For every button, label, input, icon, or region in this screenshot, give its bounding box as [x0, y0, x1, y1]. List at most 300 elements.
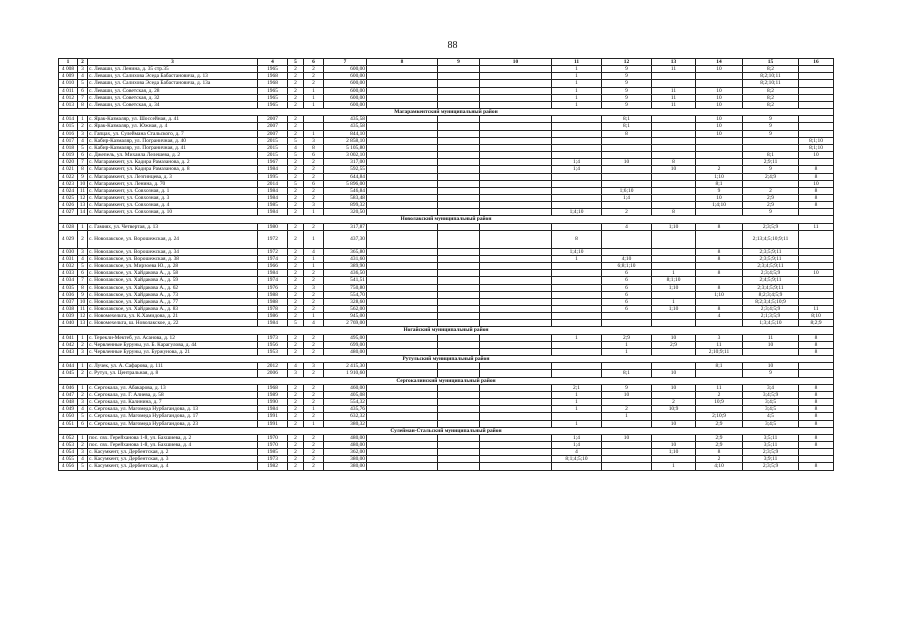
table-cell: 1: [602, 413, 652, 420]
table-cell: 2;1;3;5;9: [743, 313, 799, 320]
table-cell: 2: [696, 456, 743, 463]
table-cell: 2;3;4;5;9: [743, 270, 799, 277]
table-cell: [480, 363, 552, 370]
address-cell: с. Гапцах, ул. Сулеймана Стальского, д. 7: [88, 130, 258, 137]
table-cell: 2: [304, 173, 324, 180]
table-cell: 3;9;11: [743, 456, 799, 463]
table-cell: 460,00: [324, 384, 367, 391]
header-cell: 8: [367, 59, 438, 66]
section-title: Новолакский муниципальный район: [59, 216, 834, 223]
table-cell: [552, 306, 602, 313]
table-cell: [743, 137, 799, 144]
table-cell: 9: [743, 130, 799, 137]
table-cell: 9: [602, 101, 652, 108]
table-cell: [652, 413, 696, 420]
table-cell: 4 031: [59, 255, 78, 262]
table-cell: [652, 173, 696, 180]
address-cell: с. Червленные Буруны, ул. Б. Карагулова, д. 44: [88, 341, 258, 348]
table-cell: 2;1: [552, 384, 602, 391]
table-cell: 2: [304, 277, 324, 284]
table-cell: 4 049: [59, 406, 78, 413]
table-cell: [480, 166, 552, 173]
table-cell: 10: [799, 180, 834, 187]
table-cell: 4 043: [59, 348, 78, 355]
table-cell: [304, 123, 324, 130]
table-cell: 2;3;5;9: [743, 463, 799, 470]
table-cell: 10: [696, 94, 743, 101]
table-row: [59, 270, 834, 277]
table-cell: [480, 277, 552, 284]
table-cell: 4 042: [59, 341, 78, 348]
table-cell: 1: [552, 73, 602, 80]
table-cell: [799, 159, 834, 166]
table-cell: [367, 441, 438, 448]
table-cell: [602, 320, 652, 327]
table-cell: 8;2;9: [799, 320, 834, 327]
table-cell: 10;9: [696, 399, 743, 406]
table-row: [59, 434, 834, 441]
table-cell: 11: [652, 101, 696, 108]
table-cell: 365,80: [324, 248, 367, 255]
table-cell: 389,90: [324, 263, 367, 270]
table-cell: [480, 180, 552, 187]
table-cell: [367, 202, 438, 209]
table-cell: 4 010: [59, 80, 78, 87]
table-cell: 6: [602, 277, 652, 284]
table-cell: 2015: [258, 137, 288, 144]
table-cell: [367, 406, 438, 413]
table-cell: 8: [602, 130, 652, 137]
table-cell: 2: [304, 348, 324, 355]
table-cell: 2 858,10: [324, 137, 367, 144]
table-cell: 8;2;3;4;5;10;9: [743, 298, 799, 305]
table-cell: [602, 202, 652, 209]
table-cell: 480,00: [324, 434, 367, 441]
table-cell: 562,00: [324, 306, 367, 313]
address-cell: с. Леваши, ул. Салихова Эседа Бабастановича, д. 13: [88, 73, 258, 80]
table-cell: [304, 116, 324, 123]
address-cell: с. Рутул, ул. Центральная, д. 8: [88, 370, 258, 377]
table-cell: 11: [652, 66, 696, 73]
table-cell: 1984: [258, 320, 288, 327]
table-cell: 6: [602, 298, 652, 305]
table-cell: [480, 248, 552, 255]
table-cell: [438, 313, 480, 320]
table-cell: [552, 223, 602, 230]
table-cell: [367, 230, 438, 248]
table-cell: 600,00: [324, 73, 367, 80]
table-cell: [552, 173, 602, 180]
header-cell: 13: [652, 59, 696, 66]
table-cell: 7: [78, 94, 88, 101]
table-cell: 317,87: [324, 223, 367, 230]
table-cell: 8;2: [743, 94, 799, 101]
table-cell: [480, 334, 552, 341]
table-cell: [480, 313, 552, 320]
table-cell: [696, 370, 743, 377]
table-cell: 2: [288, 73, 304, 80]
table-cell: [696, 230, 743, 248]
table-body: [59, 59, 834, 471]
table-cell: 8;1;4;5;10: [552, 456, 602, 463]
table-cell: 1988: [258, 298, 288, 305]
table-cell: [652, 123, 696, 130]
table-cell: [552, 194, 602, 201]
table-cell: 11: [652, 94, 696, 101]
table-cell: 2: [288, 463, 304, 470]
table-cell: 1974: [258, 255, 288, 262]
table-cell: [799, 363, 834, 370]
table-cell: 3: [78, 348, 88, 355]
table-cell: 2: [288, 173, 304, 180]
table-cell: [438, 348, 480, 355]
table-cell: 320,50: [324, 209, 367, 216]
table-cell: [799, 80, 834, 87]
table-cell: 3;5;11: [743, 441, 799, 448]
table-cell: 8: [799, 391, 834, 398]
table-cell: 699,00: [324, 341, 367, 348]
table-cell: [438, 370, 480, 377]
table-cell: 2015: [258, 144, 288, 151]
table-cell: 2: [696, 166, 743, 173]
header-cell: 16: [799, 59, 834, 66]
table-cell: 2: [288, 248, 304, 255]
table-cell: 2;3;4;5;9;11: [743, 263, 799, 270]
table-cell: [438, 66, 480, 73]
table-cell: 2: [743, 187, 799, 194]
table-cell: [480, 413, 552, 420]
table-cell: [438, 334, 480, 341]
table-cell: 2: [288, 456, 304, 463]
table-cell: 10: [696, 101, 743, 108]
table-cell: 4 015: [59, 123, 78, 130]
table-cell: 4 022: [59, 173, 78, 180]
section-row: [59, 216, 834, 223]
section-row: [59, 377, 834, 384]
table-cell: 4: [78, 255, 88, 262]
address-cell: с. Терекли-Мектеб, ул. Асанова, д. 12: [88, 334, 258, 341]
table-cell: [480, 270, 552, 277]
table-cell: 1985: [258, 449, 288, 456]
table-cell: 9: [602, 94, 652, 101]
table-cell: [367, 223, 438, 230]
address-cell: с. Червленные Буруны, ул. Буржунова, д. 21: [88, 348, 258, 355]
table-cell: 10: [652, 420, 696, 427]
table-cell: 8: [799, 166, 834, 173]
table-cell: [799, 116, 834, 123]
table-cell: 1968: [258, 80, 288, 87]
table-cell: 2: [602, 209, 652, 216]
table-cell: [552, 348, 602, 355]
table-cell: 4 056: [59, 463, 78, 470]
table-cell: [652, 348, 696, 355]
table-cell: 2;9: [696, 434, 743, 441]
table-cell: 10: [696, 194, 743, 201]
table-cell: 844,10: [324, 130, 367, 137]
table-cell: [438, 456, 480, 463]
table-cell: [438, 194, 480, 201]
table-cell: 4 033: [59, 270, 78, 277]
table-cell: 2015: [258, 152, 288, 159]
address-cell: с. Магарамкент, ул. Совхозная, д. 3: [88, 194, 258, 201]
table-cell: [438, 306, 480, 313]
table-cell: 4: [696, 313, 743, 320]
table-cell: [367, 101, 438, 108]
table-cell: 4: [78, 406, 88, 413]
table-cell: 2;3;4;5;9: [743, 306, 799, 313]
address-cell: с. Сергокала, ул. Калинина, д. 7: [88, 399, 258, 406]
table-cell: 1: [552, 399, 602, 406]
table-cell: 3: [78, 248, 88, 255]
table-cell: 8;2: [743, 66, 799, 73]
table-cell: 2: [288, 434, 304, 441]
table-cell: 1: [552, 391, 602, 398]
table-cell: [602, 449, 652, 456]
table-cell: [696, 320, 743, 327]
table-cell: 5: [288, 180, 304, 187]
address-cell: с. Гамиях, ул. Четвертая, д. 13: [88, 223, 258, 230]
table-cell: 11: [696, 341, 743, 348]
table-cell: [438, 173, 480, 180]
table-cell: 4 026: [59, 202, 78, 209]
header-cell: 11: [552, 59, 602, 66]
table-cell: 4: [304, 248, 324, 255]
table-cell: 4 030: [59, 248, 78, 255]
table-cell: 9: [743, 209, 799, 216]
table-cell: 2;9: [743, 202, 799, 209]
table-row: [59, 263, 834, 270]
table-cell: [438, 291, 480, 298]
table-row: [59, 180, 834, 187]
table-cell: 600,00: [324, 94, 367, 101]
header-cell: 9: [438, 59, 480, 66]
table-cell: [367, 341, 438, 348]
table-cell: 2: [304, 463, 324, 470]
table-cell: [367, 144, 438, 151]
table-cell: [552, 320, 602, 327]
table-cell: [438, 255, 480, 262]
table-cell: [652, 230, 696, 248]
table-cell: 2: [78, 341, 88, 348]
table-cell: 2: [304, 159, 324, 166]
address-cell: с. Магарамкент, ул. Кадира Рамазанова, д. 2: [88, 159, 258, 166]
table-cell: 431,60: [324, 255, 367, 262]
table-cell: 1965: [258, 66, 288, 73]
table-cell: [480, 202, 552, 209]
table-cell: 5: [78, 413, 88, 420]
table-cell: 1995: [258, 173, 288, 180]
table-cell: [602, 441, 652, 448]
table-cell: 8: [799, 441, 834, 448]
table-cell: [367, 130, 438, 137]
table-cell: 8: [799, 420, 834, 427]
table-cell: 1965: [258, 87, 288, 94]
table-cell: 4: [78, 456, 88, 463]
table-cell: 8: [799, 173, 834, 180]
table-cell: [438, 180, 480, 187]
table-cell: 1;4: [552, 159, 602, 166]
table-cell: 2: [288, 277, 304, 284]
section-title: Рутульский муниципальный район: [59, 356, 834, 363]
table-cell: [480, 420, 552, 427]
table-row: [59, 449, 834, 456]
table-cell: [438, 277, 480, 284]
table-cell: 2: [304, 194, 324, 201]
table-cell: 1: [304, 263, 324, 270]
table-cell: 4: [552, 449, 602, 456]
table-cell: 600,00: [324, 101, 367, 108]
table-cell: 1: [304, 130, 324, 137]
table-row: [59, 370, 834, 377]
address-cell: с. Сергокала, ул. Абакарова, д. 13: [88, 384, 258, 391]
table-cell: 1: [552, 87, 602, 94]
table-cell: 1: [304, 255, 324, 262]
table-row: [59, 277, 834, 284]
table-cell: 6: [78, 87, 88, 94]
table-cell: 1;10: [696, 173, 743, 180]
table-cell: 2;3;4;5;9;11: [743, 284, 799, 291]
table-cell: 1: [552, 66, 602, 73]
table-cell: 1;6;10: [602, 187, 652, 194]
table-cell: 1970: [258, 441, 288, 448]
table-cell: [480, 101, 552, 108]
table-cell: 2: [304, 223, 324, 230]
table-cell: 13: [78, 202, 88, 209]
table-row: [59, 173, 834, 180]
address-cell: с. Магарамкент, ул. Лезгинцева, д. 3: [88, 173, 258, 180]
table-cell: 1;3;4;5;10: [743, 320, 799, 327]
table-cell: 3: [304, 284, 324, 291]
table-cell: [367, 399, 438, 406]
table-cell: [602, 166, 652, 173]
table-cell: 6: [602, 291, 652, 298]
table-cell: 8;1: [696, 180, 743, 187]
table-cell: [552, 370, 602, 377]
table-cell: 1984: [258, 270, 288, 277]
table-cell: 2;10;9: [696, 413, 743, 420]
table-cell: [652, 187, 696, 194]
table-cell: [367, 159, 438, 166]
table-cell: [480, 94, 552, 101]
table-cell: 9: [78, 173, 88, 180]
address-cell: с. Магарамкент, ул. Кадира Рамазанова, д. 8: [88, 166, 258, 173]
table-cell: [652, 116, 696, 123]
address-cell: с. Леваши, ул. Ленина, д. 35 стр.35: [88, 66, 258, 73]
table-cell: [602, 152, 652, 159]
table-cell: 8;1: [602, 370, 652, 377]
table-cell: 1991: [258, 413, 288, 420]
table-cell: 4 040: [59, 320, 78, 327]
table-cell: [652, 80, 696, 87]
table-row: [59, 123, 834, 130]
table-cell: 541,51: [324, 277, 367, 284]
table-cell: 554,70: [324, 291, 367, 298]
table-cell: [652, 363, 696, 370]
table-cell: [652, 456, 696, 463]
table-cell: 1968: [258, 73, 288, 80]
table-cell: 592,55: [324, 166, 367, 173]
address-cell: с. Новолакское, ул. Хайдакова А., д. 62: [88, 284, 258, 291]
table-cell: 10: [696, 66, 743, 73]
table-cell: 2: [288, 194, 304, 201]
table-cell: 1: [78, 334, 88, 341]
table-cell: 405,08: [324, 391, 367, 398]
table-cell: 4: [304, 320, 324, 327]
table-cell: [438, 137, 480, 144]
table-cell: [367, 152, 438, 159]
table-cell: 2: [288, 298, 304, 305]
table-cell: [480, 116, 552, 123]
table-cell: [367, 270, 438, 277]
table-cell: [652, 202, 696, 209]
table-cell: 4 020: [59, 159, 78, 166]
table-cell: 5: [78, 263, 88, 270]
table-cell: 10: [696, 130, 743, 137]
table-cell: 1982: [258, 463, 288, 470]
table-cell: [652, 320, 696, 327]
table-cell: 6: [304, 180, 324, 187]
table-cell: 3: [304, 363, 324, 370]
table-cell: [552, 123, 602, 130]
table-cell: 4: [288, 363, 304, 370]
table-cell: 4 052: [59, 434, 78, 441]
table-cell: 1: [304, 406, 324, 413]
table-cell: 2: [78, 123, 88, 130]
table-cell: [438, 209, 480, 216]
address-cell: с. Сергокала, ул. Магомеда Нурбагандова, д. 23: [88, 420, 258, 427]
table-cell: 9: [696, 187, 743, 194]
table-cell: 328,60: [324, 298, 367, 305]
table-cell: [438, 320, 480, 327]
table-cell: 2: [288, 80, 304, 87]
table-cell: [438, 101, 480, 108]
table-cell: 4: [288, 144, 304, 151]
table-cell: [696, 73, 743, 80]
table-row: [59, 406, 834, 413]
table-cell: [480, 441, 552, 448]
section-row: [59, 327, 834, 334]
table-cell: [480, 66, 552, 73]
table-cell: 435,76: [324, 406, 367, 413]
table-cell: 4 045: [59, 370, 78, 377]
table-cell: 8: [552, 230, 602, 248]
table-cell: [799, 449, 834, 456]
table-cell: [552, 263, 602, 270]
table-cell: [480, 137, 552, 144]
table-cell: [652, 194, 696, 201]
table-cell: [696, 137, 743, 144]
address-cell: с. Магарамкент, ул. Совхозная, д. 10: [88, 209, 258, 216]
table-row: [59, 248, 834, 255]
table-cell: [367, 248, 438, 255]
table-row: [59, 298, 834, 305]
table-cell: 4 011: [59, 87, 78, 94]
table-cell: 10: [696, 87, 743, 94]
table-cell: [438, 399, 480, 406]
table-cell: 1973: [258, 456, 288, 463]
table-cell: 1984: [258, 166, 288, 173]
table-row: [59, 255, 834, 262]
table-cell: 600,00: [324, 66, 367, 73]
address-cell: с. Сергокала, ул. Магомеда Нурбагандова, д. 13: [88, 406, 258, 413]
table-cell: [696, 152, 743, 159]
table-cell: [438, 80, 480, 87]
table-cell: 2: [304, 73, 324, 80]
table-cell: [480, 223, 552, 230]
table-cell: [480, 434, 552, 441]
table-cell: [367, 334, 438, 341]
table-cell: 1984: [258, 187, 288, 194]
